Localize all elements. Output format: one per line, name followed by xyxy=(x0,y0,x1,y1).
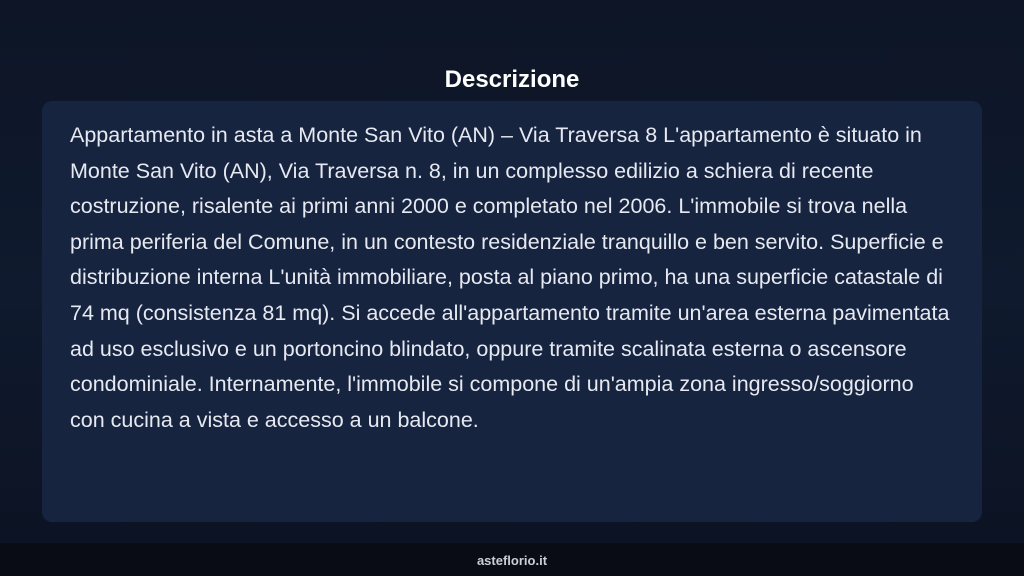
footer-site-name: asteflorio.it xyxy=(476,553,548,568)
page-title: Descrizione xyxy=(444,66,580,94)
description-card xyxy=(42,101,982,522)
footer-bar xyxy=(0,543,1024,576)
description-text: Appartamento in asta a Monte San Vito (AN) – Via Traversa 8 L'appartamento è situato in Monte San Vito (AN), Via Traversa n. 8, in un complesso edilizio a schiera di recente costruzione, risalente ai primi anni 2000 e completato nel 2006. L'immobile si trova nella prima periferia del Comune, in un contesto residenziale tranquillo e ben servito. Superficie e distribuzione interna L'unità immobiliare, posta al piano primo, ha una superficie catastale di 74 mq (consistenza 81 mq). Si accede all'appartamento tramite un'area esterna pavimentata ad uso esclusivo e un portoncino blindato, oppure tramite scalinata esterna o ascensore condominiale. Internamente, l'immobile si compone di un'ampia zona ingresso/soggiorno con cucina a vista e accesso a un balcone. xyxy=(70,123,950,432)
